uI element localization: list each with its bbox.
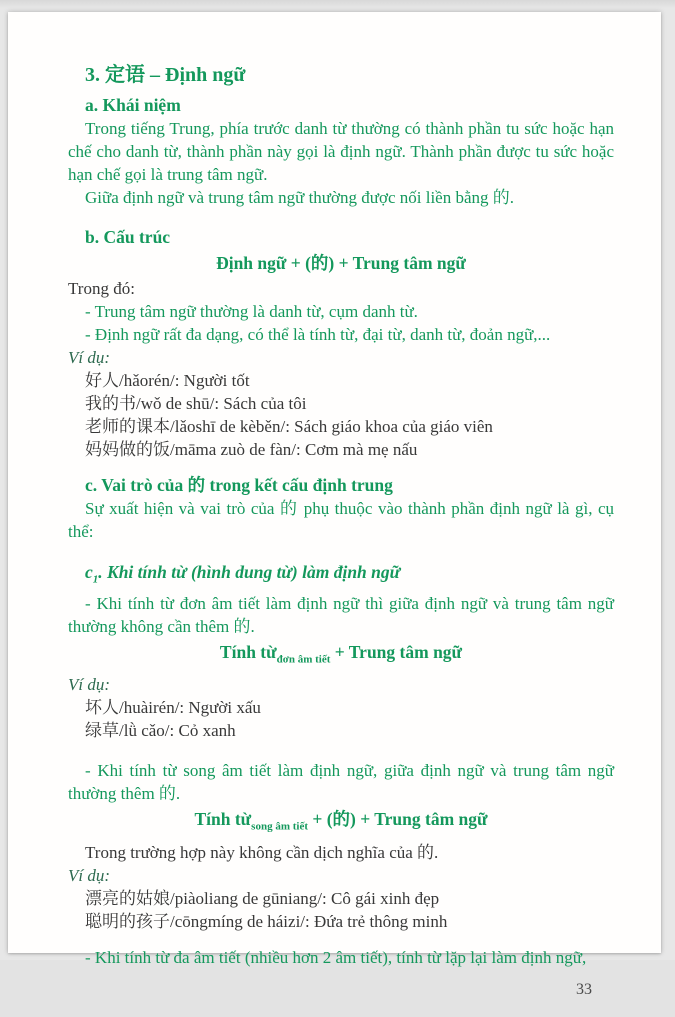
heading-khai-niem: a. Khái niệm (68, 94, 614, 117)
spacer (68, 933, 614, 946)
spacer (68, 461, 614, 474)
formula-suffix: + (的) + Trung tâm ngữ (308, 809, 488, 829)
example-wodeshu: 我的书/wǒ de shū/: Sách của tôi (68, 392, 614, 415)
section-title: 3. 定语 – Định ngữ (68, 62, 614, 88)
formula-dinh-ngu: Định ngữ + (的) + Trung tâm ngữ (68, 250, 614, 276)
paragraph-su-xuat-hien: Sự xuất hiện và vai trò của 的 phụ thuộc vào thành phần định ngữ là gì, cụ thể: (68, 497, 614, 543)
example-lucao: 绿草/lǜ cǎo/: Cỏ xanh (68, 719, 614, 742)
formula-prefix: Tính từ (194, 809, 251, 829)
c1-letter: c (85, 562, 93, 582)
intro-trong-do: Trong đó: (68, 277, 614, 300)
c1-rest: . Khi tính từ (hình dung từ) làm định ngữ (98, 562, 400, 582)
rule-di-syllable: - Khi tính từ song âm tiết làm định ngữ, giữa định ngữ và trung tâm ngữ thường thêm 的. (68, 759, 614, 805)
paragraph-khai-niem: Trong tiếng Trung, phía trước danh từ thường có thành phần tu sức hoặc hạn chế cho danh từ, thành phần này gọi là định ngữ. Thành phần được tu sức hoặc hạn chế gọi là trung tâm ngữ. (68, 117, 614, 186)
vi-du-label: Ví dụ: (68, 673, 614, 696)
heading-vai-tro: c. Vai trò của 的 trong kết cấu định trung (68, 474, 614, 497)
vi-du-label: Ví dụ: (68, 864, 614, 887)
document-page (8, 12, 661, 953)
example-guniang: 漂亮的姑娘/piàoliang de gūniang/: Cô gái xinh đẹp (68, 887, 614, 910)
spacer (68, 742, 614, 759)
paragraph-noi-lien: Giữa định ngữ và trung tâm ngữ thường được nối liền bằng 的. (68, 186, 614, 209)
formula-prefix: Tính từ (220, 642, 277, 662)
formula-suffix: + Trung tâm ngữ (330, 642, 462, 662)
c1-subscript: 1 (93, 574, 99, 586)
heading-c1-tinh-tu (68, 560, 614, 592)
bullet-trung-tam-ngu: - Trung tâm ngữ thường là danh từ, cụm danh từ. (68, 300, 614, 323)
spacer (68, 543, 614, 560)
formula-tinh-tu-song (68, 806, 614, 840)
spacer (68, 209, 614, 226)
rule-poly-syllable: - Khi tính từ đa âm tiết (nhiều hơn 2 âm tiết), tính từ lặp lại làm định ngữ, (68, 946, 614, 969)
example-haoren: 好人/hǎorén/: Người tốt (68, 369, 614, 392)
rule-mono-syllable: - Khi tính từ đơn âm tiết làm định ngữ thì giữa định ngữ và trung tâm ngữ thường không cần thêm 的. (68, 592, 614, 638)
heading-cau-truc: b. Cấu trúc (68, 226, 614, 249)
page-content (68, 62, 614, 1017)
vi-du-label: Ví dụ: (68, 346, 614, 369)
note-khong-dich: Trong trường hợp này không cần dịch nghĩa của 的. (68, 841, 614, 864)
formula-subscript: đơn âm tiết (277, 653, 331, 665)
example-mama-fan: 妈妈做的饭/māma zuò de fàn/: Cơm mà mẹ nấu (68, 438, 614, 461)
page-number: 33 (68, 978, 614, 1001)
example-laoshi-keben: 老师的课本/lǎoshī de kèběn/: Sách giáo khoa của giáo viên (68, 415, 614, 438)
formula-subscript: song âm tiết (251, 821, 308, 833)
bullet-dinh-ngu-da-dang: - Định ngữ rất đa dạng, có thể là tính từ, đại từ, danh từ, đoản ngữ,... (68, 323, 614, 346)
example-haizi: 聪明的孩子/cōngmíng de háizi/: Đứa trẻ thông minh (68, 910, 614, 933)
formula-tinh-tu-don (68, 639, 614, 673)
example-huairen: 坏人/huàirén/: Người xấu (68, 696, 614, 719)
